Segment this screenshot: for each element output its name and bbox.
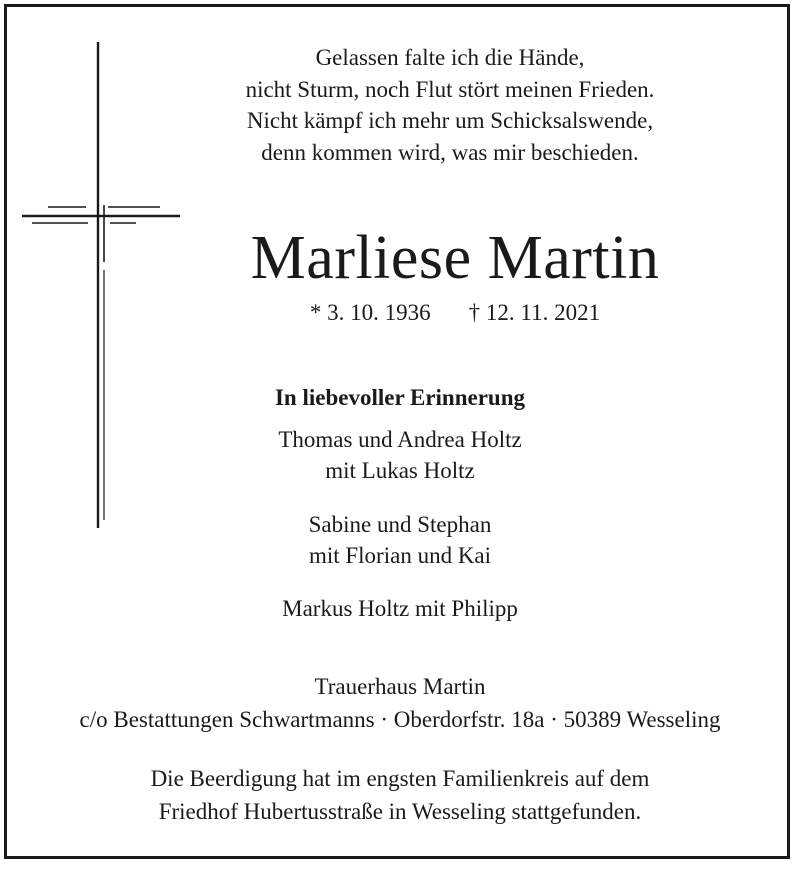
poem-line: nicht Sturm, noch Flut stört meinen Frieden. [245, 76, 655, 102]
poem-line: Nicht kämpf ich mehr um Schicksalswende, [246, 108, 654, 133]
mourner-line: mit Florian und Kai [308, 543, 492, 568]
poem-line: Gelassen falte ich die Hände, [315, 45, 585, 70]
birth-date: * 3. 10. 1936 [309, 300, 431, 325]
poem-line: denn kommen wird, was mir beschieden. [261, 139, 639, 165]
mourner-group [0, 593, 800, 624]
mourner-line: Thomas und Andrea Holtz [278, 427, 522, 452]
burial-notice [0, 762, 800, 828]
mourning-house-title: Trauerhaus Martin [314, 674, 486, 699]
burial-line: Friedhof Hubertusstraße in Wesseling stattgefunden. [158, 799, 642, 824]
mourning-house [0, 670, 800, 736]
deceased-name: Marliese Martin [250, 224, 660, 292]
mourner-line: Sabine und Stephan [308, 512, 492, 537]
mourner-group [0, 424, 800, 486]
death-date: † 12. 11. 2021 [468, 300, 601, 325]
mourner-group [0, 509, 800, 571]
mourner-line: mit Lukas Holtz [325, 458, 475, 483]
mourning-house-address: c/o Bestattungen Schwartmanns · Oberdorfstr. 18a · 50389 Wesseling [79, 707, 721, 732]
mourner-line: Markus Holtz mit Philipp [282, 596, 518, 621]
remembrance-heading: In liebevoller Erinnerung [274, 385, 526, 410]
poem [50, 42, 800, 168]
life-dates [55, 298, 800, 328]
burial-line: Die Beerdigung hat im engsten Familienkreis auf dem [150, 766, 650, 791]
